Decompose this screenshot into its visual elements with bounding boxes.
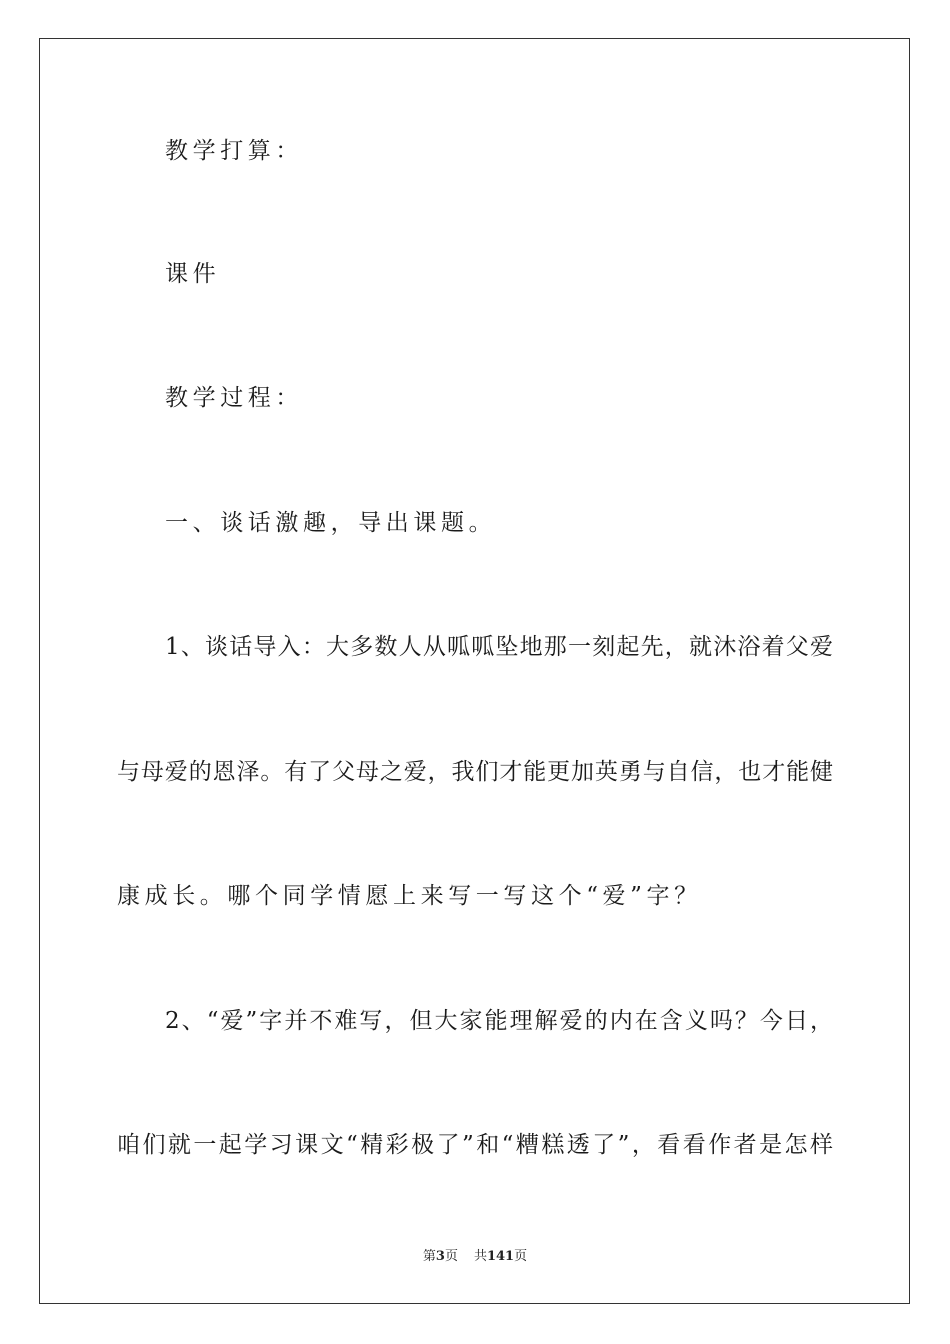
- page-prefix: 第: [422, 1249, 436, 1264]
- text-line-teaching-process: 教学过程：: [165, 385, 303, 411]
- page-border: [39, 38, 910, 1304]
- text-line-paragraph-4: 2、“爱”字并不难写，但大家能理解爱的内在含义吗？今日，: [165, 1008, 833, 1034]
- text-line-paragraph-1: 1、谈话导入：大多数人从呱呱坠地那一刻起先，就沐浴着父爱: [165, 634, 833, 660]
- page-footer: [0, 1248, 950, 1266]
- text-line-paragraph-2: 与母爱的恩泽。有了父母之爱，我们才能更加英勇与自信，也才能健: [117, 759, 833, 785]
- text-line-courseware: 课件: [165, 261, 221, 287]
- total-prefix: 共: [473, 1249, 487, 1264]
- page-suffix: 页: [444, 1249, 458, 1264]
- text-line-teaching-prep: 教学打算：: [165, 138, 303, 164]
- total-suffix: 页: [514, 1249, 528, 1264]
- text-line-section-one-heading: 一、谈话激趣，导出课题。: [165, 510, 497, 536]
- text-line-paragraph-5: 咱们就一起学习课文“精彩极了”和“糟糕透了”，看看作者是怎样: [117, 1132, 833, 1158]
- total-pages: 141: [486, 1249, 515, 1264]
- page-number: 3: [435, 1249, 445, 1264]
- text-line-paragraph-3: 康成长。哪个同学情愿上来写一写这个“爱”字？: [117, 883, 702, 909]
